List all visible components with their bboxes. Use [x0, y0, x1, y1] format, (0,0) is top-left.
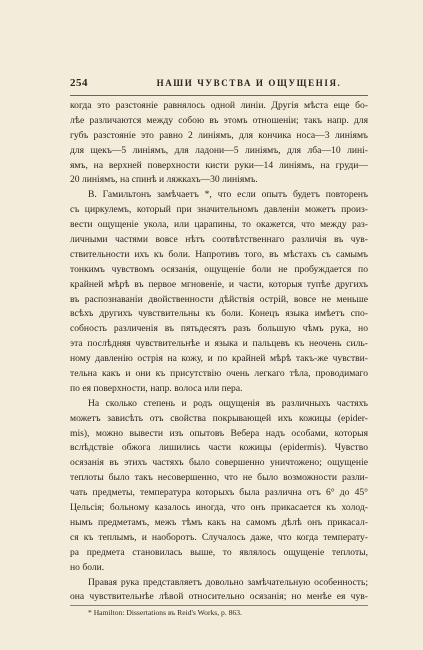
- text-line: тельна какъ и они къ присутствію очень легкаго тѣла, проводимаго: [70, 368, 368, 380]
- text-line: вслѣдствіе обжога лишились части кожицы (epidermis). Чувство: [70, 442, 368, 454]
- text-line: ра предмета становилась выше, то являлось ощущеніе теплоты,: [70, 546, 368, 558]
- text-line: эта послѣдняя чувствительнѣе и языка и пальцевъ къ неочень силь-: [70, 338, 368, 350]
- text-line: вести ощущеніе укола, или царапины, то окажется, что между раз-: [70, 219, 368, 231]
- text-line: но боли.: [70, 561, 105, 573]
- text-line: ному давленію острія на кожу, и по крайней мѣрѣ такъ-же чувстви-: [70, 353, 368, 365]
- text-line: собность различенія въ пятьдесятъ разъ большую чѣмъ рука, но: [70, 323, 368, 335]
- text-line: всѣхъ другихъ чувствительны къ боли. Конецъ языка имѣетъ спо-: [70, 308, 368, 320]
- text-line: Цельсія; больному казалось иногда, что онъ прикасается къ холод-: [70, 502, 368, 514]
- text-line: въ распознаваніи двойственности дѣйствія острій, вовсе не меньше: [70, 293, 368, 305]
- text-line: лѣе различаются между собою въ этомъ отношеніи; такъ напр. для: [70, 114, 368, 126]
- text-line: нымъ предметамъ, межъ тѣмъ какъ на самомъ дѣлѣ онъ прикасал-: [70, 516, 368, 528]
- text-line: ямъ, на верхней поверхности кисти руки—14 линіямъ, на груди—: [70, 159, 368, 171]
- footnote: * Hamilton: Dissertations въ Reid's Works, p. 863.: [88, 608, 242, 617]
- text-line: для щекъ—5 линіямъ, для ладони—5 линіямъ, для лба—10 лині-: [70, 144, 368, 156]
- text-line: mis), можно вывести изъ опытовъ Вебера надъ особами, которыя: [70, 427, 368, 439]
- text-line: можетъ зависѣть отъ свойства покрывающей ихъ кожицы (epider-: [70, 412, 368, 424]
- text-line: 20 линіямъ, на спинѣ и ляжкахъ—30 линіямъ.: [70, 174, 258, 186]
- page-body-text: [70, 99, 368, 605]
- text-line: чать предметы, температура которыхъ была различна отъ 6° до 45°: [70, 487, 368, 499]
- text-line: теплоты было такъ несовершенно, что не было возможности разли-: [70, 472, 368, 484]
- footnote-rule: [70, 605, 368, 606]
- text-line: тонкимъ чувствомъ осязанія, ощущеніе боли не пробуждается по: [70, 263, 368, 275]
- text-line: когда это разстояніе равнялось одной линіи. Другія мѣста еще бо-: [70, 100, 368, 111]
- text-line: В. Гамильтонъ замѣчаетъ *, что если опытъ будетъ повторенъ: [88, 189, 368, 201]
- text-line: она чувствительнѣе лѣвой относительно осязанія; но менѣе ея чув-: [70, 591, 368, 603]
- header-rule: [70, 95, 368, 96]
- page-header: [70, 77, 368, 91]
- text-line: губъ разстояніе это равно 2 линіямъ, для кончика носа—3 линіямъ: [70, 129, 368, 141]
- text-line: ствительности ихъ къ боли. Напротивъ того, въ мѣстахъ съ самымъ: [70, 248, 368, 260]
- text-line: крайней мѣрѣ въ первое мгновеніе, и части, которыя тупѣе другихъ: [70, 278, 368, 290]
- text-line: личными частями вовсе нѣтъ соотвѣтственнаго различія въ чув-: [70, 234, 368, 246]
- text-line: осязанія въ этихъ частяхъ было совершенно уничтожено; ощущеніе: [70, 457, 368, 469]
- text-line: по ея поверхности, напр. волоса или пера.: [70, 382, 243, 394]
- text-line: Правая рука представляетъ довольно замѣчательную особенность;: [88, 576, 368, 588]
- text-line: съ циркулемъ, который при значительномъ давленіи можетъ произ-: [70, 204, 368, 216]
- text-line: ся къ теплымъ, и наоборотъ. Случалось даже, что когда температу-: [70, 531, 368, 543]
- page-number: 254: [70, 77, 88, 89]
- running-title: НАШИ ЧУВСТВА И ОЩУЩЕНІЯ.: [156, 78, 342, 88]
- text-line: На сколько степень и родъ ощущенія въ различныхъ частяхъ: [88, 397, 368, 409]
